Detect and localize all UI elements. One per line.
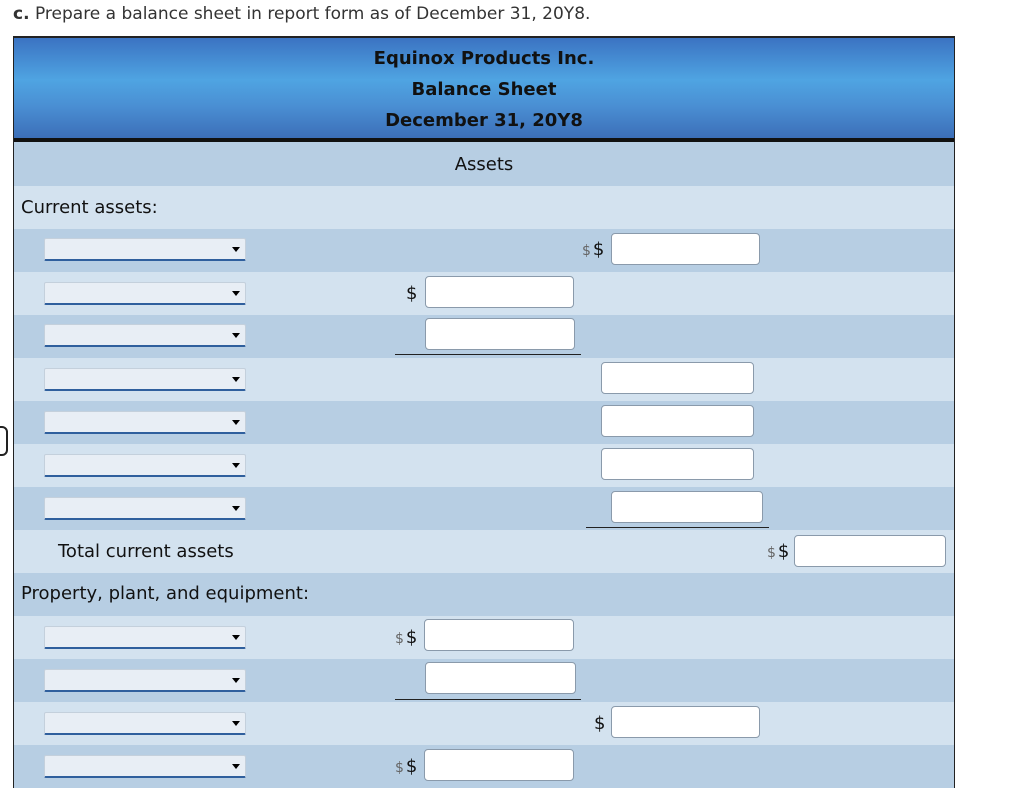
dollar-sign: $	[406, 283, 418, 304]
account-select-1[interactable]	[44, 238, 246, 261]
assets-heading-row	[14, 142, 954, 186]
ppe-amount-input-2-col1[interactable]	[425, 662, 576, 694]
account-select-7[interactable]	[44, 497, 246, 520]
ppe-label: Property, plant, and equipment:	[21, 583, 310, 604]
amount-input-6-col2[interactable]	[601, 448, 754, 480]
chevron-down-icon	[232, 678, 240, 683]
ppe-account-select-1[interactable]	[44, 626, 246, 649]
subtotal-rule	[586, 527, 769, 528]
chevron-down-icon	[232, 420, 240, 425]
amount-input-2-col1[interactable]	[425, 276, 574, 308]
ppe-amount-input-1-col1[interactable]	[424, 619, 574, 651]
assets-heading: Assets	[454, 154, 514, 175]
dollar-sign: $ $	[582, 239, 605, 260]
subtotal-rule	[395, 354, 581, 355]
ppe-amount-input-3-col2[interactable]	[611, 706, 760, 738]
instruction-prefix: c.	[13, 4, 30, 24]
sheet-header	[14, 36, 954, 142]
chevron-down-icon	[232, 291, 240, 296]
chevron-down-icon	[232, 247, 240, 252]
statement-date: December 31, 20Y8	[385, 110, 583, 131]
current-asset-row-7	[14, 487, 954, 530]
chevron-down-icon	[232, 463, 240, 468]
dollar-sign: $ $	[395, 627, 418, 648]
current-asset-row-4	[14, 358, 954, 401]
amount-input-1-col2[interactable]	[611, 233, 760, 265]
ppe-account-select-4[interactable]	[44, 755, 246, 778]
total-current-assets-input[interactable]	[794, 535, 946, 567]
total-current-assets-row	[14, 530, 954, 573]
chevron-down-icon	[232, 764, 240, 769]
account-select-6[interactable]	[44, 454, 246, 477]
subtotal-rule	[395, 699, 581, 700]
chevron-down-icon	[232, 333, 240, 338]
ppe-row	[14, 573, 954, 616]
balance-sheet-form	[13, 36, 955, 788]
current-asset-row-6	[14, 444, 954, 487]
current-asset-row-5	[14, 401, 954, 444]
amount-input-3-col1[interactable]	[425, 318, 575, 350]
amount-input-5-col2[interactable]	[601, 405, 754, 437]
statement-title: Balance Sheet	[411, 79, 557, 100]
chevron-down-icon	[232, 721, 240, 726]
amount-input-7-col2[interactable]	[611, 491, 763, 523]
ppe-amount-input-4-col1[interactable]	[424, 749, 574, 781]
ppe-row-4	[14, 745, 954, 788]
ppe-row-2	[14, 659, 954, 702]
total-current-assets-label: Total current assets	[58, 541, 234, 562]
account-select-2[interactable]	[44, 282, 246, 305]
chevron-down-icon	[232, 377, 240, 382]
chevron-down-icon	[232, 506, 240, 511]
instruction-body: Prepare a balance sheet in report form as of December 31, 20Y8.	[34, 4, 591, 24]
chevron-down-icon	[232, 635, 240, 640]
side-scroll-handle[interactable]	[0, 426, 8, 456]
company-name: Equinox Products Inc.	[373, 48, 595, 69]
ppe-account-select-3[interactable]	[44, 712, 246, 735]
dollar-sign: $	[594, 713, 606, 734]
current-assets-row	[14, 186, 954, 229]
amount-input-4-col2[interactable]	[601, 362, 754, 394]
ppe-account-select-2[interactable]	[44, 669, 246, 692]
current-asset-row-1	[14, 229, 954, 272]
ppe-row-3	[14, 702, 954, 745]
current-assets-label: Current assets:	[21, 197, 158, 218]
account-select-4[interactable]	[44, 368, 246, 391]
instruction-text	[13, 4, 590, 24]
account-select-5[interactable]	[44, 411, 246, 434]
current-asset-row-3	[14, 315, 954, 358]
dollar-sign: $ $	[767, 541, 790, 562]
account-select-3[interactable]	[44, 324, 246, 347]
ppe-row-1	[14, 616, 954, 659]
dollar-sign: $ $	[395, 756, 418, 777]
current-asset-row-2	[14, 272, 954, 315]
